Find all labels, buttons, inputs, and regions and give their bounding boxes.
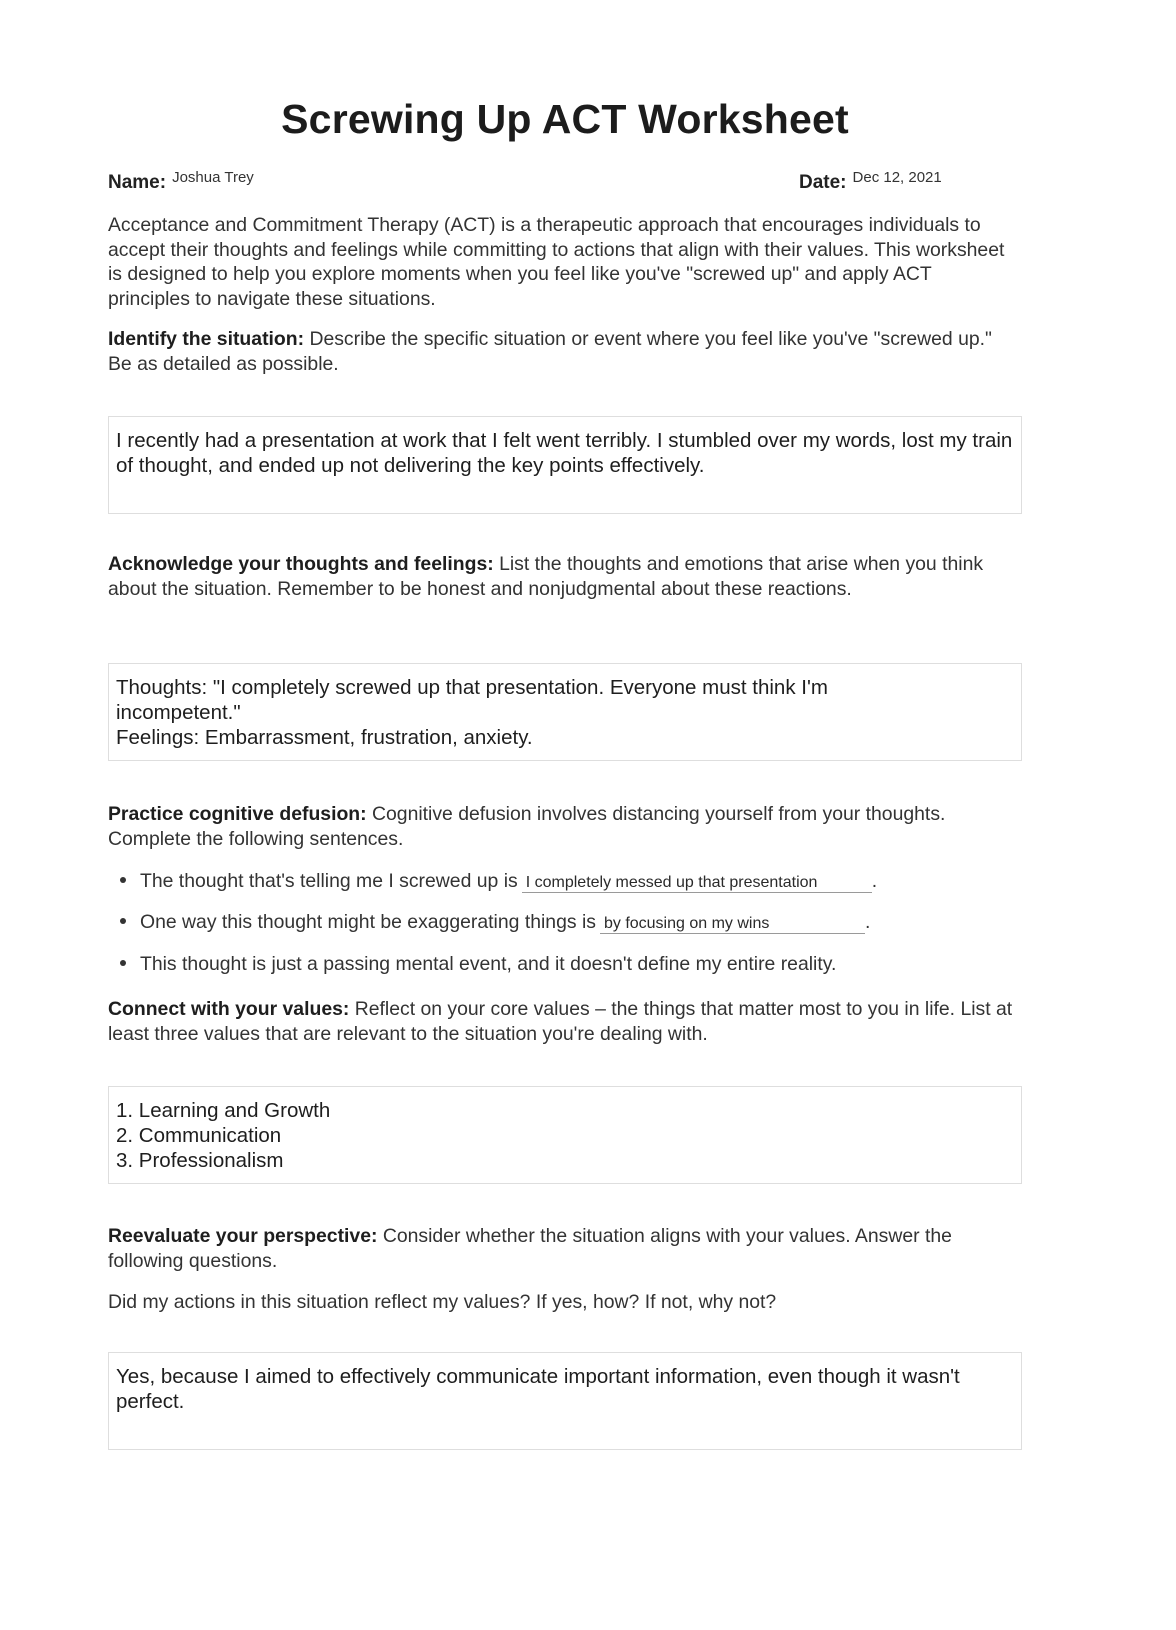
identify-heading: Identify the situation: — [108, 328, 305, 350]
bullet-prompt: This thought is just a passing mental event, and it doesn't define my entire reality. — [140, 953, 837, 975]
defusion-bullet — [108, 870, 877, 893]
defusion-bullet — [108, 911, 870, 934]
defusion-heading: Practice cognitive defusion: — [108, 803, 367, 825]
name-row — [108, 169, 254, 194]
identify-instructions — [108, 327, 1013, 376]
acknowledge-answer-box[interactable] — [108, 663, 1022, 761]
defusion-bullet — [108, 953, 836, 976]
intro-paragraph: Acceptance and Commitment Therapy (ACT) is a therapeutic approach that encourages individuals to accept their thoughts and feelings while committing to actions that align with their values. This worksheet is designed to help you explore moments when you feel like you've "screwed up" and apply ACT principles to navigate these situations. — [108, 214, 1005, 310]
bullet-prompt: One way this thought might be exaggerating things is — [140, 911, 596, 933]
bullet-end: . — [871, 870, 878, 892]
values-heading: Connect with your values: — [108, 998, 350, 1020]
acknowledge-feelings: Feelings: Embarrassment, frustration, anxiety. — [116, 726, 533, 749]
acknowledge-text: List the thoughts and emotions that arise when you think about the situation. Remember to be honest and nonjudgmental about these reactions. — [108, 553, 984, 600]
acknowledge-heading: Acknowledge your thoughts and feelings: — [108, 553, 494, 575]
name-field[interactable]: Joshua Trey — [172, 169, 254, 186]
value-item: 3. Professionalism — [116, 1149, 284, 1172]
defusion-text: Cognitive defusion involves distancing yourself from your thoughts. Complete the following sentences. — [108, 803, 946, 850]
date-row — [799, 169, 942, 194]
identify-answer: I recently had a presentation at work that I felt went terribly. I stumbled over my words, lost my train of thought, and ended up not delivering the key points effectively. — [116, 429, 1013, 477]
thought-blank-field[interactable]: I completely messed up that presentation — [522, 874, 872, 893]
name-label: Name: — [108, 172, 167, 193]
reevaluate-question: Did my actions in this situation reflect my values? If yes, how? If not, why not? — [108, 1291, 777, 1313]
bullet-prompt: The thought that's telling me I screwed up is — [140, 870, 518, 892]
page-title: Screwing Up ACT Worksheet — [281, 96, 849, 142]
reevaluate-instructions — [108, 1224, 1013, 1273]
reevaluate-answer-box[interactable] — [108, 1352, 1022, 1450]
bullet-icon — [120, 960, 126, 966]
acknowledge-thoughts: Thoughts: "I completely screwed up that presentation. Everyone must think I'm incompetent." — [116, 676, 828, 724]
values-instructions — [108, 997, 1018, 1046]
date-label: Date: — [799, 172, 847, 193]
bullet-icon — [120, 918, 126, 924]
bullet-icon — [120, 877, 126, 883]
value-item: 1. Learning and Growth — [116, 1099, 331, 1122]
identify-text: Describe the specific situation or event where you feel like you've "screwed up." Be as detailed as possible. — [108, 328, 992, 375]
identify-answer-box[interactable] — [108, 416, 1022, 514]
reevaluate-text: Consider whether the situation aligns with your values. Answer the following questions. — [108, 1225, 952, 1272]
reevaluate-heading: Reevaluate your perspective: — [108, 1225, 378, 1247]
date-field[interactable]: Dec 12, 2021 — [852, 169, 942, 186]
reevaluate-answer: Yes, because I aimed to effectively communicate important information, even though it wasn't perfect. — [116, 1365, 960, 1413]
value-item: 2. Communication — [116, 1124, 282, 1147]
values-text: Reflect on your core values – the things that matter most to you in life. List at least three values that are relevant to the situation you're dealing with. — [108, 998, 1013, 1045]
defusion-instructions — [108, 802, 1013, 851]
exaggeration-blank-field[interactable]: by focusing on my wins — [600, 915, 865, 934]
values-answer-box[interactable] — [108, 1086, 1022, 1184]
bullet-end: . — [864, 911, 871, 933]
acknowledge-instructions — [108, 552, 1013, 601]
